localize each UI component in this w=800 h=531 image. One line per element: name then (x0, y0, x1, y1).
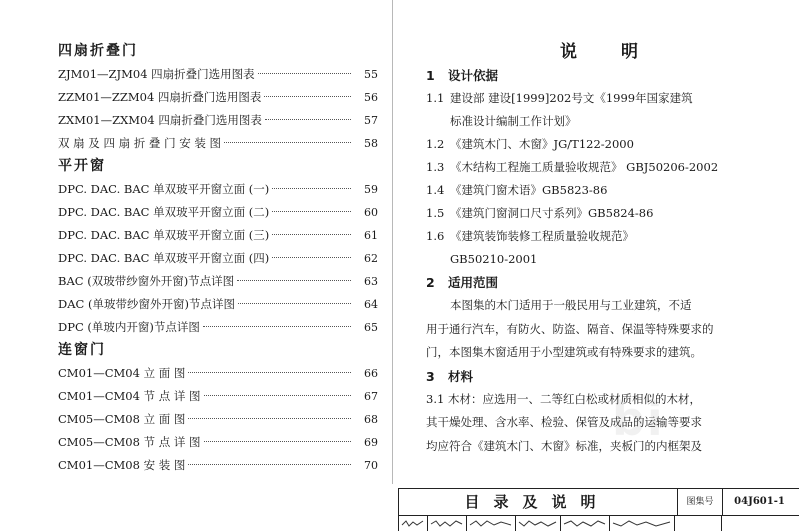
signature-row (399, 516, 799, 531)
toc-entry-page: 60 (364, 206, 378, 219)
toc-entry-page: 56 (364, 91, 378, 104)
signature-cell (467, 516, 516, 531)
paragraph-line: 3.1 木材：应选用一、二等红白松或材质相似的木材， (426, 391, 701, 406)
column-divider (392, 0, 393, 484)
reference-number: 1.5 (426, 206, 445, 220)
title-block-main-row (399, 489, 799, 516)
toc-entry (58, 270, 378, 293)
toc-leader-dots (203, 326, 351, 327)
toc-entry-title: CM05—CM08 节 点 详 图 (58, 435, 201, 449)
toc-entry (58, 454, 378, 477)
toc-entry (58, 178, 378, 201)
atlas-number: 04J601-1 (734, 496, 785, 507)
reference-number: 1.3 (426, 160, 445, 174)
paragraph-line: 用于通行汽车，有防火、防盗、隔音、保温等特殊要求的 (426, 321, 714, 336)
explanation-title: 说明 (560, 42, 682, 62)
toc-entry-title: DPC. DAC. BAC 单双玻平开窗立面 (二) (58, 205, 270, 219)
section-number: 1 (426, 68, 435, 83)
toc-leader-dots (272, 188, 351, 189)
section-heading (426, 64, 776, 87)
title-block-title: 目录及说明 (464, 493, 610, 511)
toc-leader-dots (272, 211, 351, 212)
paragraph-line: 均应符合《建筑木门、木窗》标准，夹板门的内框架及 (426, 438, 702, 453)
signature-cell (675, 516, 722, 531)
toc-entry (58, 316, 378, 339)
signature-scrawl (612, 519, 672, 527)
explanation-body (426, 64, 776, 458)
reference-text: 《建筑门窗术语》GB5823-86 (450, 183, 608, 197)
signature-cell (722, 516, 798, 531)
section-heading (426, 271, 776, 294)
section-heading (426, 365, 776, 388)
paragraph-line: 本图集的木门适用于一般民用与工业建筑，不适 (450, 298, 692, 312)
toc-section-heading: 平开窗 (58, 158, 106, 174)
toc-entry (58, 247, 378, 270)
signature-scrawl (401, 519, 425, 527)
reference-item (426, 133, 776, 156)
toc-entry-page: 70 (364, 459, 378, 472)
toc-entry-page: 62 (364, 252, 378, 265)
reference-item (426, 179, 776, 202)
toc-entry (58, 224, 378, 247)
toc-entry (58, 408, 378, 431)
reference-text: 标准设计编制工作计划》 (450, 114, 577, 128)
signature-scrawl (518, 519, 558, 527)
toc-entry (58, 109, 378, 132)
reference-text: 《木结构工程施工质量验收规范》 GBJ50206-2002 (450, 160, 719, 174)
signature-scrawl (563, 519, 607, 527)
toc-leader-dots (265, 119, 351, 120)
toc-leader-dots (264, 96, 351, 97)
paragraph-line: 门，本图集木窗适用于小型建筑或有特殊要求的建筑。 (426, 345, 702, 359)
toc-entry (58, 63, 378, 86)
toc-entry-title: CM05—CM08 立 面 图 (58, 412, 186, 426)
reference-item (426, 110, 776, 133)
toc-entry-title: DPC. DAC. BAC 单双玻平开窗立面 (三) (58, 228, 270, 242)
toc-entry-page: 69 (364, 436, 378, 449)
section-heading-text: 设计依据 (448, 68, 499, 83)
signature-scrawl (430, 519, 464, 527)
reference-number: 1.4 (426, 183, 445, 197)
signature-cell (610, 516, 675, 531)
toc-entry-page: 55 (364, 68, 378, 81)
section-number: 3 (426, 368, 435, 384)
toc-leader-dots (188, 418, 351, 419)
signature-cell (428, 516, 467, 531)
toc-entry-page: 65 (364, 321, 378, 334)
toc-leader-dots (188, 372, 351, 373)
toc-entry-page: 58 (364, 137, 378, 150)
reference-text: 《建筑装饰装修工程质量验收规范》 (450, 229, 634, 243)
toc-leader-dots (237, 280, 351, 281)
watermark-logo: bi (612, 392, 665, 446)
paragraph-line: 其干燥处理、含水率、检验、保管及成品的运输等要求 (426, 415, 702, 429)
reference-item (426, 202, 776, 225)
toc-entry-page: 63 (364, 275, 378, 288)
toc-entry-title: BAC (双玻带纱窗外开窗)节点详图 (58, 274, 235, 288)
reference-text: 建设部 建设[1999]202号文《1999年国家建筑 (450, 91, 693, 105)
toc-entry (58, 431, 378, 454)
toc-entry (58, 132, 378, 155)
reference-item (426, 225, 776, 248)
toc-entry-page: 57 (364, 114, 378, 127)
reference-item (426, 248, 776, 271)
toc-leader-dots (204, 395, 351, 396)
signature-cell (561, 516, 610, 531)
section-number: 2 (426, 275, 435, 290)
signature-cell (516, 516, 561, 531)
toc-leader-dots (224, 142, 351, 143)
reference-number: 1.2 (426, 137, 445, 151)
toc-entry-title: DPC (单玻内开窗)节点详图 (58, 320, 200, 334)
reference-text: 《建筑木门、木窗》JG/T122-2000 (450, 137, 634, 151)
section-paragraph (426, 294, 776, 365)
toc-leader-dots (258, 73, 351, 74)
section-heading-text: 材料 (448, 368, 474, 384)
toc-entry-page: 64 (364, 298, 378, 311)
toc-entry (58, 362, 378, 385)
toc-entry (58, 385, 378, 408)
reference-number: 1.6 (426, 229, 445, 243)
toc-entry-title: ZXM01—ZXM04 四扇折叠门选用图表 (58, 113, 262, 127)
toc-entry-page: 61 (364, 229, 378, 242)
toc-entry-page: 67 (364, 390, 378, 403)
reference-number: 1.1 (426, 91, 445, 105)
toc-entry (58, 201, 378, 224)
explanation-section (426, 40, 776, 458)
toc-entry-page: 66 (364, 367, 378, 380)
reference-text: 《建筑门窗洞口尺寸系列》GB5824-86 (450, 206, 654, 220)
toc-entry-title: DAC (单玻带纱窗外开窗)节点详图 (58, 297, 235, 311)
reference-item (426, 156, 776, 179)
toc-section-heading: 连窗门 (58, 342, 106, 358)
toc-entry (58, 86, 378, 109)
toc-entry (58, 293, 378, 316)
toc-entry-title: DPC. DAC. BAC 单双玻平开窗立面 (一) (58, 182, 270, 196)
toc-entry-page: 68 (364, 413, 378, 426)
toc-entry-page: 59 (364, 183, 378, 196)
toc-section-heading: 四扇折叠门 (58, 43, 138, 59)
reference-item (426, 87, 776, 110)
atlas-number-label: 图集号 (677, 489, 723, 515)
reference-text: GB50210-2001 (450, 252, 538, 266)
toc-entry-title: 双 扇 及 四 扇 折 叠 门 安 装 图 (58, 136, 222, 150)
title-block (398, 488, 799, 531)
table-of-contents (58, 40, 378, 477)
toc-entry-title: CM01—CM04 立 面 图 (58, 366, 186, 380)
section-heading-text: 适用范围 (448, 275, 499, 290)
toc-entry-title: ZZM01—ZZM04 四扇折叠门选用图表 (58, 90, 262, 104)
toc-leader-dots (272, 257, 351, 258)
toc-entry-title: CM01—CM04 节 点 详 图 (58, 389, 201, 403)
signature-scrawl (469, 519, 513, 527)
toc-entry-title: ZJM01—ZJM04 四扇折叠门选用图表 (58, 67, 255, 81)
toc-leader-dots (188, 464, 351, 465)
toc-leader-dots (204, 441, 351, 442)
toc-leader-dots (238, 303, 351, 304)
signature-cell (399, 516, 428, 531)
toc-entry-title: DPC. DAC. BAC 单双玻平开窗立面 (四) (58, 251, 270, 265)
section-paragraph (426, 388, 776, 459)
toc-leader-dots (272, 234, 351, 235)
toc-entry-title: CM01—CM08 安 装 图 (58, 458, 186, 472)
